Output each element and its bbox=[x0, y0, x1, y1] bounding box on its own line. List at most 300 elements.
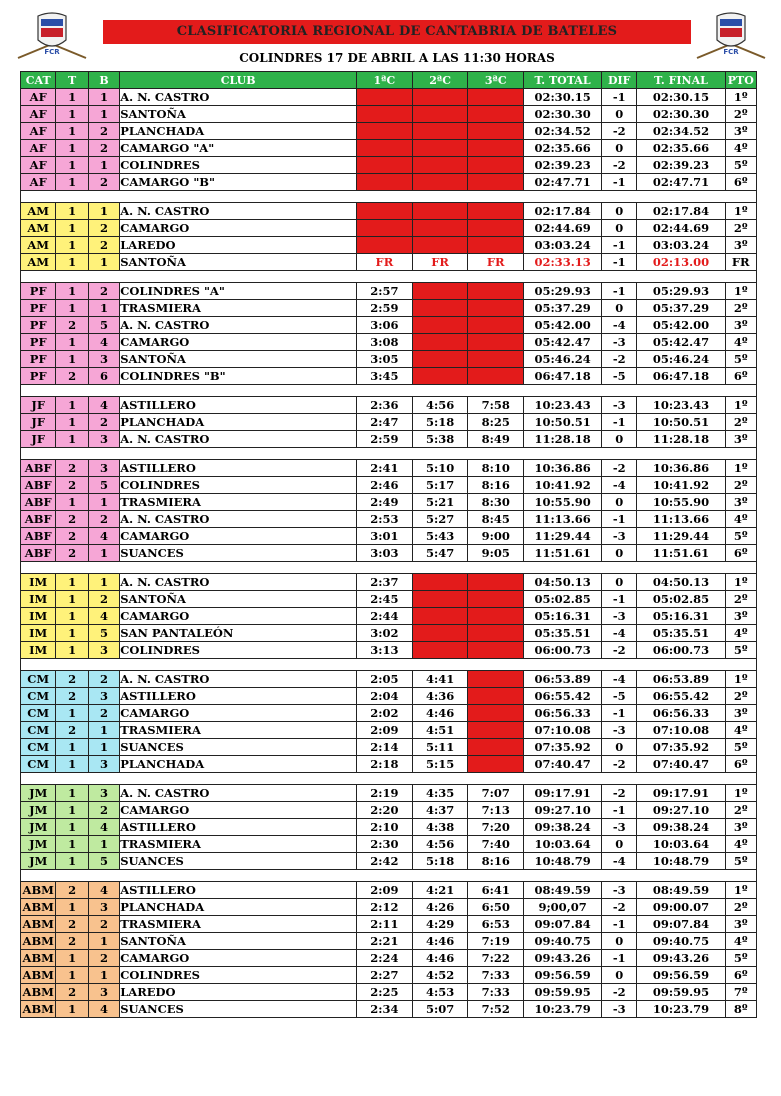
pto-cell: 3º bbox=[725, 916, 756, 933]
cat-cell: JM bbox=[21, 853, 56, 870]
table-row bbox=[21, 950, 757, 967]
c3-cell: FR bbox=[468, 254, 524, 271]
total-cell: 07:35.92 bbox=[524, 739, 602, 756]
dif-cell: -1 bbox=[602, 511, 637, 528]
separator-cell bbox=[56, 448, 88, 460]
t-cell: 1 bbox=[56, 414, 88, 431]
separator-cell bbox=[56, 385, 88, 397]
t-cell: 1 bbox=[56, 89, 88, 106]
final-cell: 09:56.59 bbox=[637, 967, 725, 984]
c1-cell bbox=[357, 220, 413, 237]
cat-cell: ABF bbox=[21, 494, 56, 511]
pto-cell: 1º bbox=[725, 882, 756, 899]
pto-cell: 2º bbox=[725, 591, 756, 608]
b-cell: 1 bbox=[88, 545, 119, 562]
cat-cell: CM bbox=[21, 722, 56, 739]
cat-cell: JF bbox=[21, 397, 56, 414]
final-cell: 08:49.59 bbox=[637, 882, 725, 899]
total-cell: 02:35.66 bbox=[524, 140, 602, 157]
b-cell: 6 bbox=[88, 368, 119, 385]
c1-cell: 2:05 bbox=[357, 671, 413, 688]
t-cell: 1 bbox=[56, 756, 88, 773]
final-cell: 10:23.43 bbox=[637, 397, 725, 414]
b-cell: 5 bbox=[88, 477, 119, 494]
cat-cell: ABF bbox=[21, 545, 56, 562]
c3-cell bbox=[468, 608, 524, 625]
table-row bbox=[21, 368, 757, 385]
c1-cell: 3:06 bbox=[357, 317, 413, 334]
c1-cell: 3:13 bbox=[357, 642, 413, 659]
c2-cell: 4:52 bbox=[412, 967, 468, 984]
col-header-b: B bbox=[88, 72, 119, 89]
dif-cell: -4 bbox=[602, 853, 637, 870]
c1-cell bbox=[357, 237, 413, 254]
group-separator bbox=[21, 271, 757, 283]
t-cell: 1 bbox=[56, 967, 88, 984]
c3-cell: 6:41 bbox=[468, 882, 524, 899]
dif-cell: -3 bbox=[602, 882, 637, 899]
pto-cell: 7º bbox=[725, 984, 756, 1001]
separator-cell bbox=[412, 191, 468, 203]
dif-cell: -2 bbox=[602, 123, 637, 140]
logo-text-left: FCR bbox=[44, 48, 60, 56]
c2-cell: 4:26 bbox=[412, 899, 468, 916]
dif-cell: -5 bbox=[602, 688, 637, 705]
total-cell: 05:37.29 bbox=[524, 300, 602, 317]
cat-cell: AF bbox=[21, 89, 56, 106]
col-header-1c: 1ªC bbox=[357, 72, 413, 89]
table-row bbox=[21, 933, 757, 950]
b-cell: 4 bbox=[88, 819, 119, 836]
dif-cell: -4 bbox=[602, 477, 637, 494]
c3-cell bbox=[468, 220, 524, 237]
t-cell: 1 bbox=[56, 300, 88, 317]
club-cell: CAMARGO bbox=[120, 220, 357, 237]
c1-cell: 2:34 bbox=[357, 1001, 413, 1018]
final-cell: 03:03.24 bbox=[637, 237, 725, 254]
cat-cell: CM bbox=[21, 705, 56, 722]
b-cell: 3 bbox=[88, 756, 119, 773]
c3-cell: 7:52 bbox=[468, 1001, 524, 1018]
club-cell: LAREDO bbox=[120, 237, 357, 254]
total-cell: 09:40.75 bbox=[524, 933, 602, 950]
group-separator bbox=[21, 870, 757, 882]
club-cell: SANTOÑA bbox=[120, 933, 357, 950]
federation-logo-right bbox=[693, 10, 769, 68]
separator-cell bbox=[357, 191, 413, 203]
dif-cell: -2 bbox=[602, 157, 637, 174]
separator-cell bbox=[637, 773, 725, 785]
total-cell: 06:53.89 bbox=[524, 671, 602, 688]
pto-cell: 5º bbox=[725, 739, 756, 756]
pto-cell: FR bbox=[725, 254, 756, 271]
c1-cell bbox=[357, 89, 413, 106]
c1-cell: 2:12 bbox=[357, 899, 413, 916]
separator-cell bbox=[56, 659, 88, 671]
pto-cell: 1º bbox=[725, 283, 756, 300]
pto-cell: 6º bbox=[725, 756, 756, 773]
c3-cell: 7:40 bbox=[468, 836, 524, 853]
pto-cell: 5º bbox=[725, 853, 756, 870]
c1-cell: 2:45 bbox=[357, 591, 413, 608]
c3-cell: 8:45 bbox=[468, 511, 524, 528]
b-cell: 3 bbox=[88, 642, 119, 659]
t-cell: 1 bbox=[56, 220, 88, 237]
table-row bbox=[21, 853, 757, 870]
pto-cell: 2º bbox=[725, 414, 756, 431]
c1-cell: 2:09 bbox=[357, 722, 413, 739]
total-cell: 05:02.85 bbox=[524, 591, 602, 608]
table-row bbox=[21, 705, 757, 722]
t-cell: 2 bbox=[56, 528, 88, 545]
total-cell: 02:17.84 bbox=[524, 203, 602, 220]
club-cell: COLINDRES "B" bbox=[120, 368, 357, 385]
dif-cell: -1 bbox=[602, 705, 637, 722]
c1-cell: 2:47 bbox=[357, 414, 413, 431]
table-row bbox=[21, 608, 757, 625]
c3-cell bbox=[468, 368, 524, 385]
cat-cell: JF bbox=[21, 431, 56, 448]
cat-cell: AM bbox=[21, 237, 56, 254]
dif-cell: -1 bbox=[602, 591, 637, 608]
t-cell: 1 bbox=[56, 351, 88, 368]
c1-cell: 3:05 bbox=[357, 351, 413, 368]
total-cell: 9;00,07 bbox=[524, 899, 602, 916]
table-row bbox=[21, 642, 757, 659]
separator-cell bbox=[357, 659, 413, 671]
final-cell: 09:17.91 bbox=[637, 785, 725, 802]
c2-cell: 4:51 bbox=[412, 722, 468, 739]
cat-cell: AM bbox=[21, 220, 56, 237]
table-row bbox=[21, 140, 757, 157]
separator-cell bbox=[602, 385, 637, 397]
t-cell: 1 bbox=[56, 950, 88, 967]
dif-cell: -1 bbox=[602, 916, 637, 933]
col-header-3c: 3ªC bbox=[468, 72, 524, 89]
c3-cell: 7:20 bbox=[468, 819, 524, 836]
c2-cell: 4:46 bbox=[412, 933, 468, 950]
separator-cell bbox=[56, 773, 88, 785]
separator-cell bbox=[412, 385, 468, 397]
c2-cell bbox=[412, 300, 468, 317]
table-row bbox=[21, 157, 757, 174]
c2-cell bbox=[412, 574, 468, 591]
c2-cell: 5:10 bbox=[412, 460, 468, 477]
t-cell: 2 bbox=[56, 671, 88, 688]
group-separator bbox=[21, 659, 757, 671]
cat-cell: ABM bbox=[21, 899, 56, 916]
separator-cell bbox=[88, 448, 119, 460]
total-cell: 02:30.30 bbox=[524, 106, 602, 123]
total-cell: 06:55.42 bbox=[524, 688, 602, 705]
dif-cell: -3 bbox=[602, 397, 637, 414]
final-cell: 07:10.08 bbox=[637, 722, 725, 739]
c3-cell bbox=[468, 237, 524, 254]
total-cell: 09:59.95 bbox=[524, 984, 602, 1001]
separator-cell bbox=[637, 659, 725, 671]
club-cell: SUANCES bbox=[120, 853, 357, 870]
cat-cell: PF bbox=[21, 334, 56, 351]
t-cell: 1 bbox=[56, 106, 88, 123]
club-cell: ASTILLERO bbox=[120, 688, 357, 705]
final-cell: 10:48.79 bbox=[637, 853, 725, 870]
cat-cell: IM bbox=[21, 642, 56, 659]
dif-cell: -1 bbox=[602, 254, 637, 271]
t-cell: 1 bbox=[56, 899, 88, 916]
b-cell: 5 bbox=[88, 317, 119, 334]
t-cell: 1 bbox=[56, 574, 88, 591]
club-cell: PLANCHADA bbox=[120, 123, 357, 140]
c2-cell bbox=[412, 106, 468, 123]
c3-cell bbox=[468, 591, 524, 608]
dif-cell: 0 bbox=[602, 574, 637, 591]
t-cell: 2 bbox=[56, 317, 88, 334]
final-cell: 09:07.84 bbox=[637, 916, 725, 933]
club-cell: CAMARGO "A" bbox=[120, 140, 357, 157]
club-cell: PLANCHADA bbox=[120, 899, 357, 916]
c1-cell: 2:57 bbox=[357, 283, 413, 300]
total-cell: 10:03.64 bbox=[524, 836, 602, 853]
c3-cell bbox=[468, 722, 524, 739]
b-cell: 2 bbox=[88, 237, 119, 254]
table-row bbox=[21, 254, 757, 271]
b-cell: 3 bbox=[88, 899, 119, 916]
c3-cell: 6:53 bbox=[468, 916, 524, 933]
cat-cell: CM bbox=[21, 688, 56, 705]
total-cell: 09:56.59 bbox=[524, 967, 602, 984]
final-cell: 09:27.10 bbox=[637, 802, 725, 819]
pto-cell: 2º bbox=[725, 477, 756, 494]
dif-cell: -3 bbox=[602, 819, 637, 836]
t-cell: 2 bbox=[56, 511, 88, 528]
c3-cell: 8:30 bbox=[468, 494, 524, 511]
separator-cell bbox=[412, 562, 468, 574]
dif-cell: -2 bbox=[602, 899, 637, 916]
final-cell: 10:03.64 bbox=[637, 836, 725, 853]
table-row bbox=[21, 351, 757, 368]
separator-cell bbox=[56, 191, 88, 203]
final-cell: 02:30.30 bbox=[637, 106, 725, 123]
t-cell: 1 bbox=[56, 334, 88, 351]
table-row bbox=[21, 237, 757, 254]
c3-cell bbox=[468, 625, 524, 642]
cat-cell: ABM bbox=[21, 1001, 56, 1018]
table-row bbox=[21, 819, 757, 836]
table-row bbox=[21, 174, 757, 191]
b-cell: 3 bbox=[88, 785, 119, 802]
total-cell: 10:50.51 bbox=[524, 414, 602, 431]
total-cell: 03:03.24 bbox=[524, 237, 602, 254]
c3-cell: 9:00 bbox=[468, 528, 524, 545]
cat-cell: PF bbox=[21, 351, 56, 368]
c3-cell: 6:50 bbox=[468, 899, 524, 916]
t-cell: 1 bbox=[56, 802, 88, 819]
t-cell: 2 bbox=[56, 460, 88, 477]
final-cell: 10:50.51 bbox=[637, 414, 725, 431]
pto-cell: 8º bbox=[725, 1001, 756, 1018]
c3-cell bbox=[468, 140, 524, 157]
final-cell: 11:51.61 bbox=[637, 545, 725, 562]
c3-cell bbox=[468, 705, 524, 722]
c3-cell: 9:05 bbox=[468, 545, 524, 562]
separator-cell bbox=[725, 448, 756, 460]
c1-cell: 2:36 bbox=[357, 397, 413, 414]
dif-cell: -1 bbox=[602, 950, 637, 967]
dif-cell: 0 bbox=[602, 300, 637, 317]
final-cell: 05:42.00 bbox=[637, 317, 725, 334]
total-cell: 07:40.47 bbox=[524, 756, 602, 773]
club-cell: SUANCES bbox=[120, 545, 357, 562]
separator-cell bbox=[725, 562, 756, 574]
separator-cell bbox=[524, 448, 602, 460]
separator-cell bbox=[468, 448, 524, 460]
c3-cell: 8:49 bbox=[468, 431, 524, 448]
final-cell: 05:16.31 bbox=[637, 608, 725, 625]
t-cell: 1 bbox=[56, 283, 88, 300]
dif-cell: 0 bbox=[602, 494, 637, 511]
c3-cell bbox=[468, 642, 524, 659]
cat-cell: ABF bbox=[21, 511, 56, 528]
table-row bbox=[21, 625, 757, 642]
final-cell: 09:38.24 bbox=[637, 819, 725, 836]
c1-cell: 2:18 bbox=[357, 756, 413, 773]
table-row bbox=[21, 460, 757, 477]
separator-cell bbox=[21, 773, 56, 785]
t-cell: 1 bbox=[56, 157, 88, 174]
cat-cell: AF bbox=[21, 123, 56, 140]
total-cell: 02:34.52 bbox=[524, 123, 602, 140]
pto-cell: 3º bbox=[725, 123, 756, 140]
separator-cell bbox=[21, 271, 56, 283]
total-cell: 10:41.92 bbox=[524, 477, 602, 494]
b-cell: 1 bbox=[88, 106, 119, 123]
t-cell: 1 bbox=[56, 591, 88, 608]
c1-cell: 2:30 bbox=[357, 836, 413, 853]
c3-cell bbox=[468, 174, 524, 191]
c1-cell: 2:46 bbox=[357, 477, 413, 494]
group-separator bbox=[21, 562, 757, 574]
pto-cell: 1º bbox=[725, 785, 756, 802]
final-cell: 05:37.29 bbox=[637, 300, 725, 317]
cat-cell: PF bbox=[21, 300, 56, 317]
c3-cell bbox=[468, 123, 524, 140]
separator-cell bbox=[602, 191, 637, 203]
b-cell: 2 bbox=[88, 802, 119, 819]
c1-cell: 2:24 bbox=[357, 950, 413, 967]
c1-cell: 2:27 bbox=[357, 967, 413, 984]
c3-cell bbox=[468, 283, 524, 300]
separator-cell bbox=[468, 385, 524, 397]
c3-cell bbox=[468, 334, 524, 351]
pto-cell: 3º bbox=[725, 494, 756, 511]
table-row bbox=[21, 300, 757, 317]
separator-cell bbox=[637, 191, 725, 203]
separator-cell bbox=[21, 562, 56, 574]
cat-cell: IM bbox=[21, 574, 56, 591]
club-cell: TRASMIERA bbox=[120, 916, 357, 933]
c3-cell bbox=[468, 300, 524, 317]
c3-cell bbox=[468, 89, 524, 106]
final-cell: 04:50.13 bbox=[637, 574, 725, 591]
table-row bbox=[21, 836, 757, 853]
t-cell: 2 bbox=[56, 477, 88, 494]
c2-cell: 4:37 bbox=[412, 802, 468, 819]
b-cell: 3 bbox=[88, 460, 119, 477]
pto-cell: 4º bbox=[725, 933, 756, 950]
separator-cell bbox=[357, 870, 413, 882]
t-cell: 2 bbox=[56, 882, 88, 899]
b-cell: 1 bbox=[88, 933, 119, 950]
c2-cell bbox=[412, 89, 468, 106]
total-cell: 10:23.79 bbox=[524, 1001, 602, 1018]
c1-cell: 2:19 bbox=[357, 785, 413, 802]
total-cell: 05:35.51 bbox=[524, 625, 602, 642]
dif-cell: -1 bbox=[602, 237, 637, 254]
separator-cell bbox=[602, 870, 637, 882]
table-row bbox=[21, 528, 757, 545]
separator-cell bbox=[524, 562, 602, 574]
dif-cell: -2 bbox=[602, 756, 637, 773]
total-cell: 02:33.13 bbox=[524, 254, 602, 271]
pto-cell: 2º bbox=[725, 688, 756, 705]
club-cell: A. N. CASTRO bbox=[120, 431, 357, 448]
table-row bbox=[21, 688, 757, 705]
dif-cell: -1 bbox=[602, 89, 637, 106]
total-cell: 11:51.61 bbox=[524, 545, 602, 562]
total-cell: 09:17.91 bbox=[524, 785, 602, 802]
separator-cell bbox=[357, 448, 413, 460]
c2-cell: 4:56 bbox=[412, 836, 468, 853]
separator-cell bbox=[88, 385, 119, 397]
t-cell: 1 bbox=[56, 853, 88, 870]
table-row bbox=[21, 722, 757, 739]
c2-cell bbox=[412, 203, 468, 220]
t-cell: 1 bbox=[56, 739, 88, 756]
c3-cell: 7:19 bbox=[468, 933, 524, 950]
final-cell: 05:02.85 bbox=[637, 591, 725, 608]
pto-cell: 6º bbox=[725, 545, 756, 562]
club-cell: COLINDRES bbox=[120, 642, 357, 659]
cat-cell: IM bbox=[21, 625, 56, 642]
c2-cell: 4:35 bbox=[412, 785, 468, 802]
pto-cell: 5º bbox=[725, 351, 756, 368]
table-row bbox=[21, 511, 757, 528]
pto-cell: 6º bbox=[725, 967, 756, 984]
separator-cell bbox=[21, 191, 56, 203]
c1-cell bbox=[357, 174, 413, 191]
t-cell: 2 bbox=[56, 722, 88, 739]
final-cell: 10:55.90 bbox=[637, 494, 725, 511]
separator-cell bbox=[637, 271, 725, 283]
separator-cell bbox=[602, 773, 637, 785]
table-row bbox=[21, 574, 757, 591]
table-row bbox=[21, 756, 757, 773]
cat-cell: CM bbox=[21, 739, 56, 756]
club-cell: CAMARGO bbox=[120, 608, 357, 625]
dif-cell: -3 bbox=[602, 334, 637, 351]
club-cell: LAREDO bbox=[120, 984, 357, 1001]
group-separator bbox=[21, 773, 757, 785]
separator-cell bbox=[88, 191, 119, 203]
table-row bbox=[21, 431, 757, 448]
c1-cell: 2:42 bbox=[357, 853, 413, 870]
total-cell: 09:43.26 bbox=[524, 950, 602, 967]
total-cell: 09:38.24 bbox=[524, 819, 602, 836]
table-row bbox=[21, 785, 757, 802]
pto-cell: 1º bbox=[725, 460, 756, 477]
pto-cell: 3º bbox=[725, 819, 756, 836]
separator-cell bbox=[21, 385, 56, 397]
